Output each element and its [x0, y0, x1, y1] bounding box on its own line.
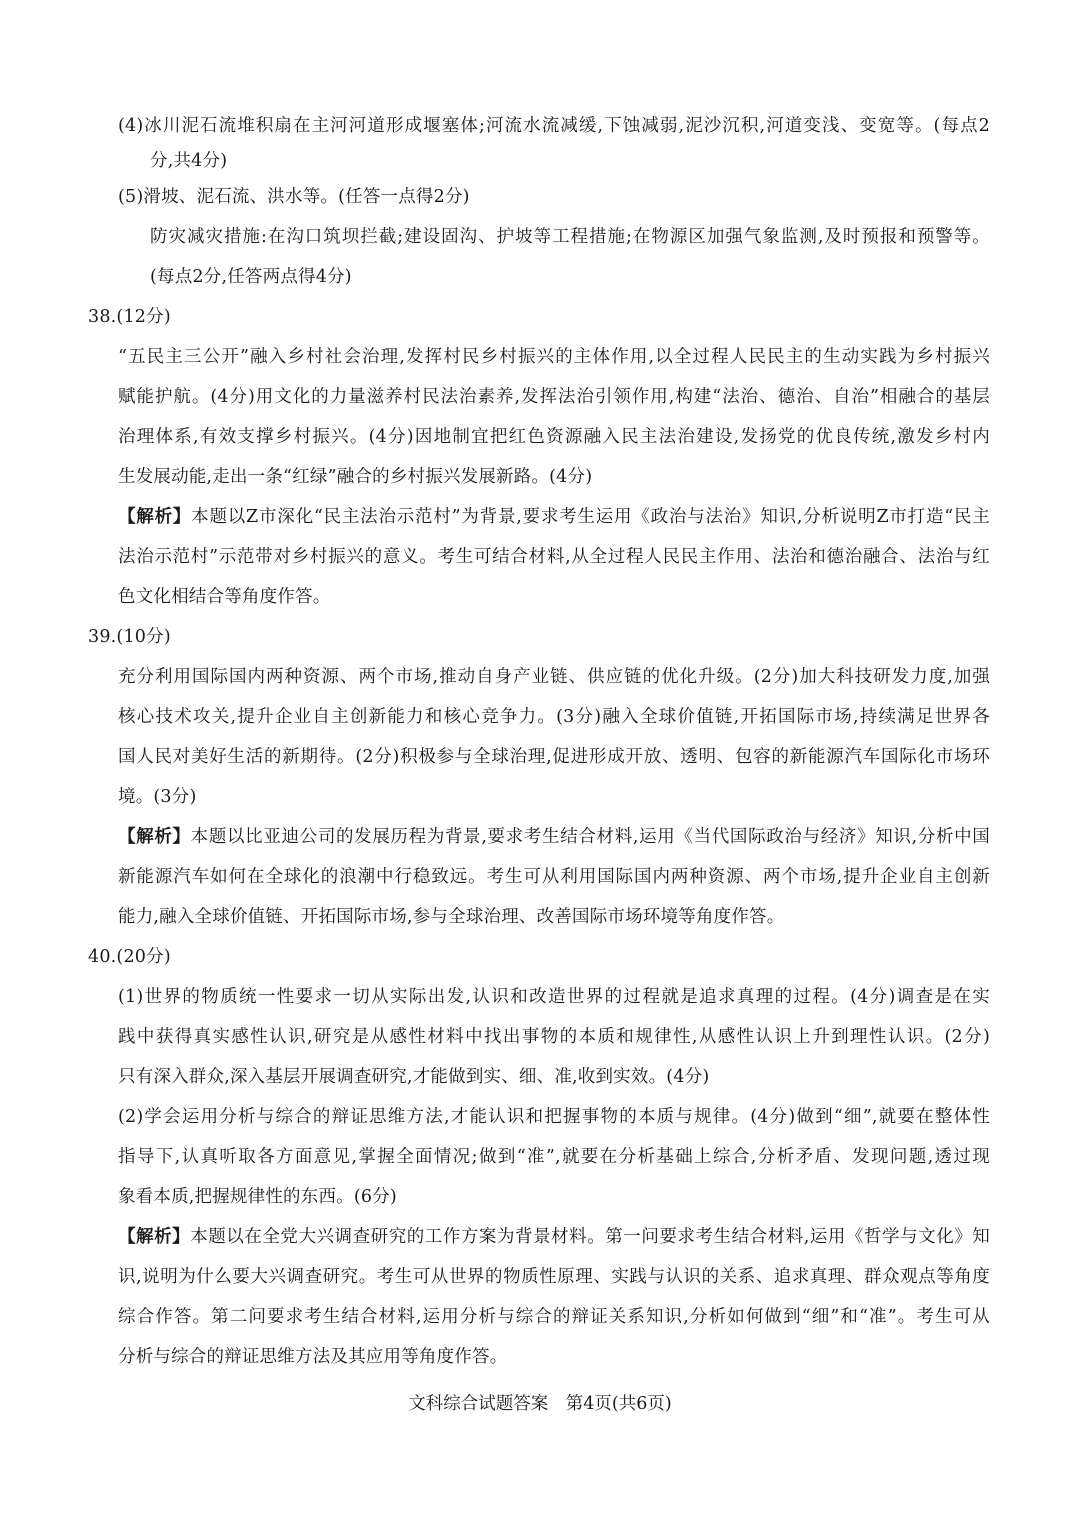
- q40-explanation-line1: [118, 1226, 990, 1248]
- q39-answer-line3: 国人民对美好生活的新期待。(2分)积极参与全球治理,促进形成开放、透明、包容的新能源汽车国际化市场环: [118, 747, 990, 767]
- q40-explanation-tag: 【解析】: [118, 1227, 191, 1247]
- q37-part5-line2: 防灾减灾措施:在沟口筑坝拦截;建设固沟、护坡等工程措施;在物源区加强气象监测,及时预报和预警等。: [150, 227, 990, 247]
- q38-explanation-line2: 法治示范村”示范带对乡村振兴的意义。考生可结合材料,从全过程人民民主作用、法治和德治融合、法治与红: [118, 547, 990, 567]
- q37-part5-line1: (5)滑坡、泥石流、洪水等。(任答一点得2分): [118, 187, 470, 207]
- q39-heading: 39.(10分): [88, 627, 171, 647]
- q38-explanation-tag: 【解析】: [118, 507, 192, 527]
- q40-heading: 40.(20分): [88, 947, 171, 967]
- q39-explanation-text: 本题以比亚迪公司的发展历程为背景,要求考生结合材料,运用《当代国际政治与经济》知识,分析中国: [190, 827, 990, 847]
- q40-part1-line3: 只有深入群众,深入基层开展调查研究,才能做到实、细、准,收到实效。(4分): [118, 1067, 710, 1087]
- q40-part2-line1: (2)学会运用分析与综合的辩证思维方法,才能认识和把握事物的本质与规律。(4分)做到“细”,就要在整体性: [118, 1107, 990, 1127]
- q38-explanation-text: 本题以Z市深化“民主法治示范村”为背景,要求考生运用《政治与法治》知识,分析说明Z市打造“民主: [191, 507, 990, 527]
- q39-explanation-line2: 新能源汽车如何在全球化的浪潮中行稳致远。考生可从利用国际国内两种资源、两个市场,提升企业自主创新: [118, 867, 990, 887]
- q38-explanation-line1: [118, 506, 990, 528]
- page-footer: 文科综合试题答案 第4页(共6页): [408, 1394, 672, 1414]
- q40-explanation-line2: 识,说明为什么要大兴调查研究。考生可从世界的物质性原理、实践与认识的关系、追求真理、群众观点等角度: [118, 1267, 990, 1287]
- q39-explanation-line1: [118, 826, 990, 848]
- q38-answer-line4: 生发展动能,走出一条“红绿”融合的乡村振兴发展新路。(4分): [118, 467, 593, 487]
- q39-answer-line2: 核心技术攻关,提升企业自主创新能力和核心竞争力。(3分)融入全球价值链,开拓国际市场,持续满足世界各: [118, 707, 990, 727]
- q40-part2-line2: 指导下,认真听取各方面意见,掌握全面情况;做到“准”,就要在分析基础上综合,分析矛盾、发现问题,透过现: [118, 1147, 990, 1167]
- q40-part1-line2: 践中获得真实感性认识,研究是从感性材料中找出事物的本质和规律性,从感性认识上升到理性认识。(2分): [118, 1027, 990, 1047]
- q39-answer-line1: 充分利用国际国内两种资源、两个市场,推动自身产业链、供应链的优化升级。(2分)加大科技研发力度,加强: [118, 667, 990, 687]
- q38-answer-line1: “五民主三公开”融入乡村社会治理,发挥村民乡村振兴的主体作用,以全过程人民民主的生动实践为乡村振兴: [118, 347, 990, 367]
- q40-part1-line1: (1)世界的物质统一性要求一切从实际出发,认识和改造世界的过程就是追求真理的过程。(4分)调查是在实: [118, 987, 990, 1007]
- q37-part5-line3: (每点2分,任答两点得4分): [150, 267, 352, 287]
- q38-answer-line3: 治理体系,有效支撑乡村振兴。(4分)因地制宜把红色资源融入民主法治建设,发扬党的优良传统,激发乡村内: [118, 427, 990, 447]
- q39-answer-line4: 境。(3分): [118, 787, 197, 807]
- q40-part2-line3: 象看本质,把握规律性的东西。(6分): [118, 1187, 397, 1207]
- q38-heading: 38.(12分): [88, 307, 171, 327]
- q39-explanation-line3: 能力,融入全球价值链、开拓国际市场,参与全球治理、改善国际市场环境等角度作答。: [118, 907, 785, 927]
- q39-explanation-tag: 【解析】: [118, 827, 191, 847]
- q38-explanation-line3: 色文化相结合等角度作答。: [118, 587, 331, 607]
- q40-explanation-line4: 分析与综合的辩证思维方法及其应用等角度作答。: [118, 1347, 508, 1367]
- q38-answer-line2: 赋能护航。(4分)用文化的力量滋养村民法治素养,发挥法治引领作用,构建“法治、德治、自治”相融合的基层: [118, 387, 990, 407]
- q37-part4-line1: (4)冰川泥石流堆积扇在主河河道形成堰塞体;河流水流减缓,下蚀减弱,泥沙沉积,河道变浅、变宽等。(每点2: [118, 116, 990, 136]
- q40-explanation-text: 本题以在全党大兴调查研究的工作方案为背景材料。第一问要求考生结合材料,运用《哲学与文化》知: [190, 1227, 990, 1247]
- q40-explanation-line3: 综合作答。第二问要求考生结合材料,运用分析与综合的辩证关系知识,分析如何做到“细”和“准”。考生可从: [118, 1307, 990, 1327]
- q37-part4-line2: 分,共4分): [150, 151, 228, 171]
